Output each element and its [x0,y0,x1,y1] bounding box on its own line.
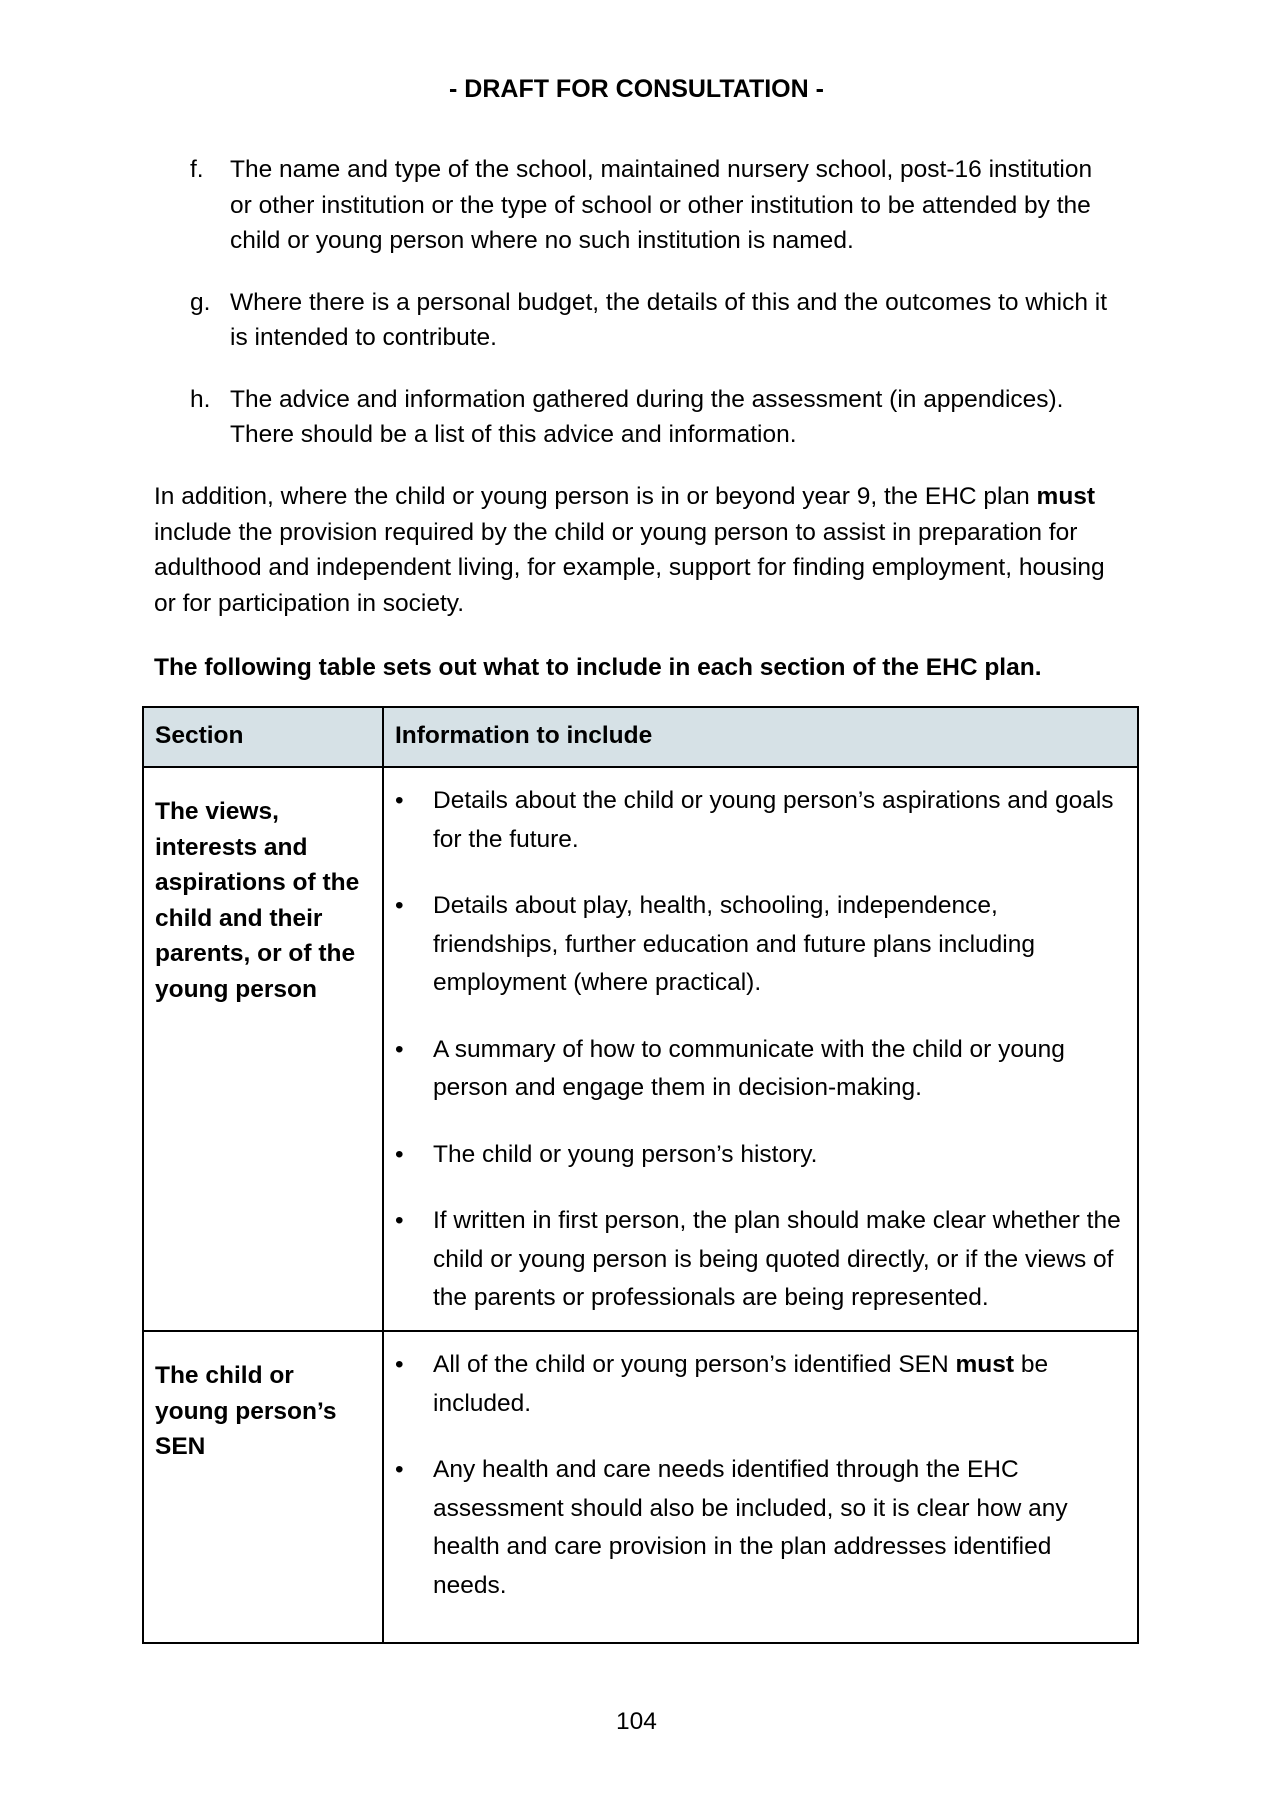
bullet-text-end: be included. [433,1351,1049,1417]
header-cell-information: Information to include [383,707,1138,767]
paragraph-emphasis: must [1036,483,1096,510]
bullet-item: • Any health and care needs identified through the EHC assessment should also be included, so it is clear how any health and care provision in the plan addresses identified needs. [395,1451,1126,1605]
section-cell: The views, interests and aspirations of the child and their parents, or of the young person [143,767,383,1331]
bullet-emphasis: must [955,1351,1015,1378]
section-cell: The child or young person’s SEN [143,1331,383,1643]
bullet-text-start: All of the child or young person’s identified SEN [433,1351,956,1378]
information-cell [383,1331,1138,1643]
list-marker: g. [190,288,211,316]
bullet-item: • Details about the child or young person’s aspirations and goals for the future. [395,782,1126,859]
list-item-text: Where there is a personal budget, the details of this and the outcomes to which it is intended to contribute. [230,288,1108,351]
information-list [395,1346,1126,1605]
page-number: 104 [616,1708,657,1735]
table-row [143,1331,1138,1643]
draft-header: - DRAFT FOR CONSULTATION - [449,75,824,103]
information-list [395,782,1126,1318]
paragraph-text-end: include the provision required by the child or young person to assist in preparation for adulthood and independent living, for example, support for finding employment, housing or for participation in society. [154,518,1105,617]
bullet-item [395,1346,1126,1423]
list-item-text: The name and type of the school, maintained nursery school, post-16 institution or other institution or the type of school or other institution to be attended by the child or young person where no such institution is named. [230,156,1093,254]
header-cell-section: Section [143,707,383,767]
list-marker: h. [190,385,211,413]
bullet-item: • If written in first person, the plan should make clear whether the child or young person is being quoted directly, or if the views of the parents or professionals are being represented. [395,1202,1126,1318]
paragraph-text-start: In addition, where the child or young person is in or beyond year 9, the EHC plan [154,483,1037,510]
list-item [154,382,1114,453]
table-intro: The following table sets out what to include in each section of the EHC plan. [154,654,1042,681]
bullet-item: • The child or young person’s history. [395,1136,1126,1175]
list-item-text: The advice and information gathered during the assessment (in appendices). There should be a list of this advice and information. [230,385,1064,448]
year-9-paragraph [154,479,1114,621]
list-marker: f. [190,156,204,183]
list-item [154,285,1114,356]
requirements-list [154,152,1114,479]
list-item [154,152,1114,259]
information-cell [383,767,1138,1331]
bullet-item: • A summary of how to communicate with the child or young person and engage them in decision-making. [395,1031,1126,1108]
table-header-row [143,707,1138,767]
bullet-item: • Details about play, health, schooling, independence, friendships, further education and future plans including employment (where practical). [395,887,1126,1003]
ehc-plan-table [142,706,1139,1644]
table-row [143,767,1138,1331]
